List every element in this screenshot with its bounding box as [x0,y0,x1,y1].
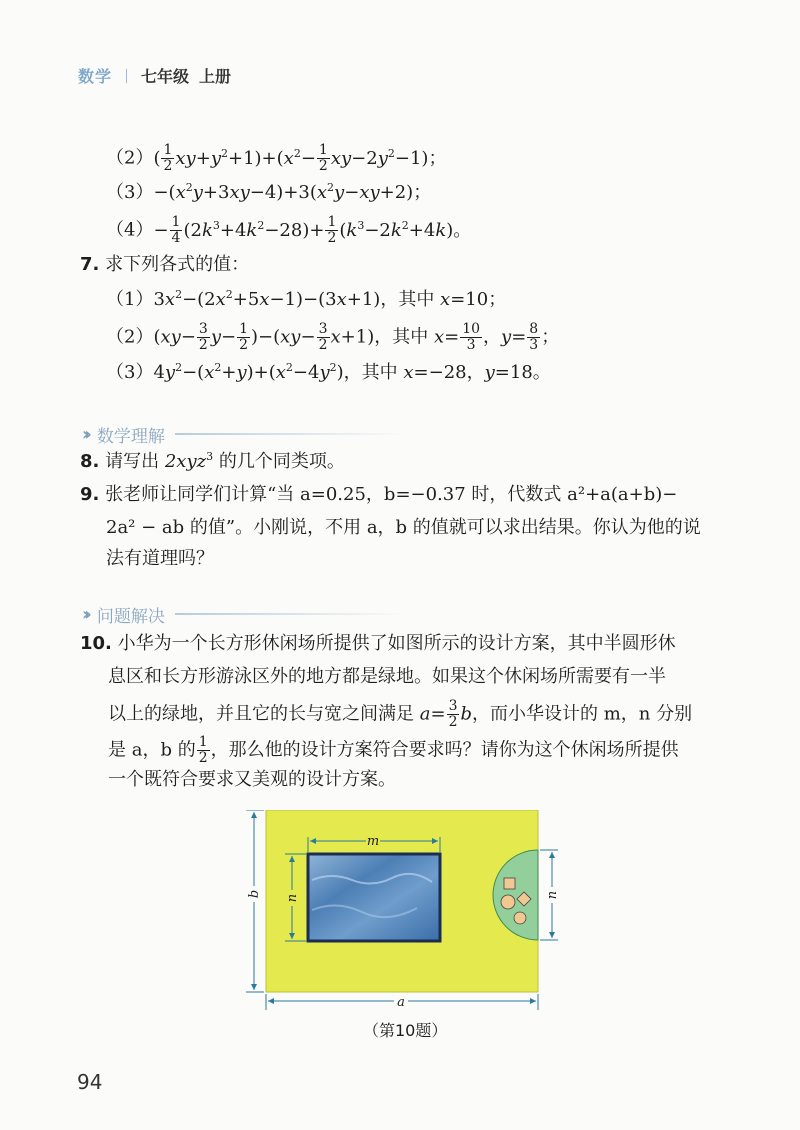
chevron-right-icon: ›› [82,603,87,625]
ex6-part3-expr: $-(x^2y+3xy-4)+3(x^2y-xy+2)$； [153,181,432,203]
ex9-line1: 9. 张老师让同学们计算“当 a=0.25，b=−0.37 时，代数式 a²+a(a+b)− [80,484,678,505]
ex7-title: 7. 求下列各式的值： [80,254,250,275]
ex6-part2: （2）( $\frac{1}{2}$ $xy+y^2+1)+(x^2-$ $\frac{1}{2}$ $xy-2y^2-1$)； [106,142,447,174]
ex7-part1: $(1)3x^2-(2x^2+5x-1)-(3x+1)$，其中 x=10； [106,288,507,310]
label-n-left: n [285,893,300,903]
ex6-part4-expr: − $\frac{1}{4}$ $(2k^3+4k^2-28)+$ $\frac{1}{2}$ $(k^3-2k^2+4k)$。 [153,214,472,246]
section-header-understanding: ›› 数学理解 [82,421,405,447]
label-m: m [366,834,380,849]
grade-label: 七年级 [141,67,190,86]
ex7-part2: （2）(xy− $\frac{3}{2}$ y− $\frac{1}{2}$ )−(xy− $\frac{3}{2}$ x+1)，其中 x= $\frac{10}{3}$ ，y= $\frac{8}{3}$ ； [106,321,560,353]
header-divider [126,69,127,83]
round-stool [514,912,526,924]
page-number: 94 [77,1070,103,1094]
square-bench [504,878,515,889]
ex10-line4: 是 a，b 的 $\frac{1}{2}$ ，那么他的设计方案符合要求吗？请你为这个休闲场所提供 [108,734,679,766]
ex10-line5: 一个既符合要求又美观的设计方案。 [108,769,396,790]
section-header-problem-solving: ›› 问题解决 [82,601,405,627]
volume-label: 上册 [199,67,232,86]
ex8: 8. 请写出 2xyz$^3$ 的几个同类项。 [80,450,345,472]
figure-caption: （第10题） [363,1021,448,1040]
label-n-right: n [545,890,560,900]
section-rule [175,433,405,435]
label-b: b [247,889,262,899]
swimming-pool [308,854,440,941]
label-a: a [397,995,405,1010]
ex6-part3: $(3)-(x^2y+3xy-4)+3(x^2y-xy+2)$； [106,181,432,203]
ex10-line3: 以上的绿地，并且它的长与宽之间满足 a= $\frac{3}{2}$ b，而小华设计的 m，n 分别 [108,698,693,730]
ex6-part2-expr: ( $\frac{1}{2}$ $xy+y^2+1)+(x^2-$ $\frac{1}{2}$ $xy-2y^2-1$)； [153,142,447,174]
chevron-right-icon: ›› [82,423,87,445]
leisure-area-diagram [240,810,570,1025]
ex7-part3: $(3)4y^2-(x^2+y)+(x^2-4y^2)$，其中 x=−28，y=18。 [106,361,551,383]
ex10-line1: 10. 小华为一个长方形休闲场所提供了如图所示的设计方案，其中半圆形休 [80,633,676,654]
ex9-line2: 2a² − ab 的值”。小刚说，不用 a，b 的值就可以求出结果。你认为他的说 [106,517,701,538]
ex10-line2: 息区和长方形游泳区外的地方都是绿地。如果这个休闲场所需要有一半 [108,666,666,687]
round-table [501,895,515,909]
running-header [78,64,231,87]
subject-label: 数学 [78,67,113,86]
ex6-part4: （4）− $\frac{1}{4}$ $(2k^3+4k^2-28)+$ $\frac{1}{2}$ $(k^3-2k^2+4k)$。 [106,214,472,246]
ex9-line3: 法有道理吗？ [106,548,214,569]
section-rule [175,613,405,615]
